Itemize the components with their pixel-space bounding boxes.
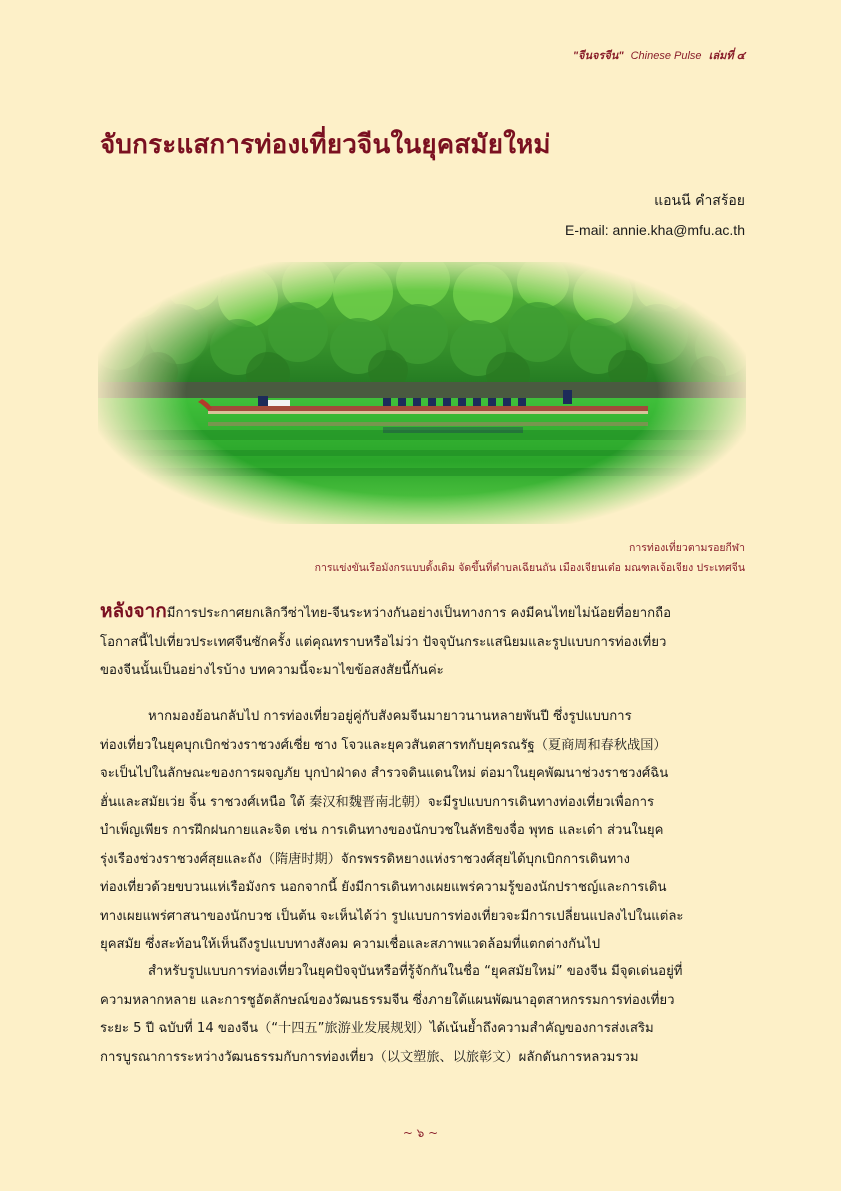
paragraph-line: หากมองย้อนกลับไป การท่องเที่ยวอยู่คู่กับสังคมจีนมายาวนานหลายพันปี ซึ่งรูปแบบการ xyxy=(148,709,632,724)
paragraph-line: จะเป็นไปในลักษณะของการผจญภัย บุกป่าฝ่าดง สำรวจดินแดนใหม่ ต่อมาในยุคพัฒนาช่วงราชวงศ์ฉิน xyxy=(100,766,669,781)
author-email: E-mail: annie.kha@mfu.ac.th xyxy=(565,222,745,238)
paragraph-line: การบูรณาการระหว่างวัฒนธรรมกับการท่องเที่ยว（以文塑旅、以旅彰文）ผลักดันการหลวมรวม xyxy=(100,1049,639,1065)
paragraph-line: ของจีนนั้นเป็นอย่างไรบ้าง บทความนี้จะมาไขข้อสงสัยนี้กันค่ะ xyxy=(100,663,444,678)
paragraph-line: โอกาสนี้ไปเที่ยวประเทศจีนซักครั้ง แต่คุณทราบหรือไม่ว่า ปัจจุบันกระแสนิยมและรูปแบบการท่องเที่ยว xyxy=(100,634,667,650)
paragraph-line: บำเพ็ญเพียร การฝึกฝนกายและจิต เช่น การเดินทางของนักบวชในลัทธิขงจื่อ พุทธ และเต๋า ส่วนในยุค xyxy=(100,823,664,838)
paragraph-line: ยุคสมัย ซึ่งสะท้อนให้เห็นถึงรูปแบบทางสังคม ความเชื่อและสภาพแวดล้อมที่แตกต่างกันไป xyxy=(100,937,601,952)
modern-era-paragraph xyxy=(100,958,742,1072)
paragraph-line: สำหรับรูปแบบการท่องเที่ยวในยุคปัจจุบันหรือที่รู้จักกันในชื่อ “ยุคสมัยใหม่” ของจีน มีจุดเด่นอยู่ที่ xyxy=(148,964,683,979)
paragraph-line: ฮั่นและสมัยเว่ย จิ้น ราชวงศ์เหนือ ใต้ 秦汉和魏晋南北朝）จะมีรูปแบบการเดินทางท่องเที่ยวเพื่อการ xyxy=(100,794,655,810)
photo-caption-description: การแข่งขันเรือมังกรแบบดั้งเดิม จัดขึ้นที่ตำบลเฉียนถัน เมืองเจียนเต๋อ มณฑลเจ้อเจียง ประเทศจีน xyxy=(314,562,745,574)
paragraph-line: ท่องเที่ยวในยุคบุกเบิกช่วงราชวงศ์เซี่ย ซาง โจวและยุควสันตสารทกับยุครณรัฐ（夏商周和春秋战国） xyxy=(100,737,667,753)
lead-word: หลังจาก xyxy=(100,600,167,622)
article-title: จับกระแสการท่องเที่ยวจีนในยุคสมัยใหม่ xyxy=(100,130,551,160)
intro-paragraph xyxy=(100,597,742,686)
paragraph-line-text: มีการประกาศยกเลิกวีซ่าไทย-จีนระหว่างกันอย่างเป็นทางการ คงมีคนไทยไม่น้อยที่อยากถือ xyxy=(166,606,671,621)
paragraph-line: รุ่งเรืองช่วงราชวงศ์สุยและถัง（隋唐时期）จักรพรรดิหยางแห่งราชวงศ์สุยได้บุกเบิกการเดินทาง xyxy=(100,851,630,867)
dragon-boat-photo xyxy=(98,262,746,524)
paragraph-line: ความหลากหลาย และการชูอัตลักษณ์ของวัฒนธรรมจีน ซึ่งภายใต้แผนพัฒนาอุตสาหกรรมการท่องเที่ยว xyxy=(100,992,675,1008)
issue-number: เล่มที่ ๔ xyxy=(708,50,745,62)
author-name: แอนนี คำสร้อย xyxy=(654,193,745,209)
paragraph-line xyxy=(100,597,742,629)
page-header xyxy=(573,46,745,64)
paragraph-line: ทางเผยแพร่ศาสนาของนักบวช เป็นต้น จะเห็นได้ว่า รูปแบบการท่องเที่ยวจะมีการเปลี่ยนแปลงไปในแต่ละ xyxy=(100,908,684,924)
magazine-english-name: Chinese Pulse xyxy=(630,50,702,62)
page-number: ~ ๖ ~ xyxy=(402,1126,439,1140)
photo-caption-title: การท่องเที่ยวตามรอยกีฬา xyxy=(629,542,745,554)
magazine-brand: "จีนจรจีน" xyxy=(572,50,624,62)
history-paragraph xyxy=(100,703,742,960)
paragraph-line: ระยะ 5 ปี ฉบับที่ 14 ของจีน（“十四五”旅游业发展规划）ได้เน้นย้ำถึงความสำคัญของการส่งเสริม xyxy=(100,1021,654,1036)
paragraph-line: ท่องเที่ยวด้วยขบวนแห่เรือมังกร นอกจากนี้ ยังมีการเดินทางเผยแพร่ความรู้ของนักปราชญ์และการเดิน xyxy=(100,880,667,895)
